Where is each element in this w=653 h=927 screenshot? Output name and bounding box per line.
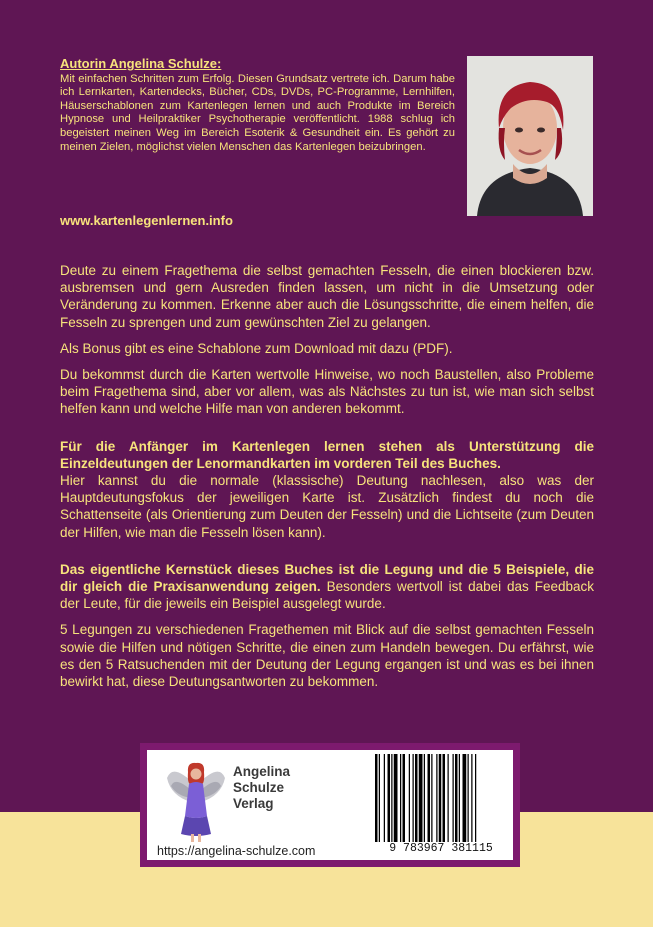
einzeldeutungen-text: Hier kannst du die normale (klassische) Deutung nachlesen, also was der Hauptdeutungsfokus der jeweiligen Karte ist. Zusätzlich findest du noch die Schattenseite (als Orientierung zum Deuten der Fesseln) und die Lichtseite (zum Deuten der Hilfen, wie man die Fesseln lösen kann).	[60, 473, 594, 540]
author-bio-block	[60, 57, 455, 154]
barcode-bar	[419, 754, 423, 842]
publisher-box	[140, 743, 520, 867]
portrait-image	[467, 56, 593, 216]
barcode-bar	[424, 754, 425, 842]
barcode-bar	[463, 754, 467, 842]
publisher-url[interactable]: https://angelina-schulze.com	[157, 844, 316, 858]
barcode-bar	[448, 754, 449, 842]
barcode-bar	[471, 754, 472, 842]
barcode-bar	[375, 754, 378, 854]
barcode-bar	[475, 754, 476, 854]
barcode-bar	[409, 754, 410, 842]
author-website[interactable]: www.kartenlegenlernen.info	[60, 213, 233, 228]
barcode-bar	[428, 754, 431, 854]
author-bio: Mit einfachen Schritten zum Erfolg. Diesen Grundsatz vertrete ich. Darum habe ich Lernkarten, Kartendecks, Bücher, CDs, DVDs, PC-Programme, Lernhilfen, Häuserschablonen zum Kartenlegen lernen und auch Produkte im Bereich Hypnose und Heilpraktiker Psychotherapie veröffentlicht. 1988 schlug ich begeistert meinen Weg im Bereich Esoterik & Gesundheit ein. Es gehört zu meinen Zielen, möglichst vielen Menschen das Kartenlegen beizubringen.	[60, 72, 455, 153]
barcode-bar	[403, 754, 406, 842]
barcode-bar	[415, 754, 418, 842]
paragraph-bonus: Als Bonus gibt es eine Schablone zum Download mit dazu (PDF).	[60, 340, 453, 356]
barcode-bar	[384, 754, 385, 842]
barcode-bar	[413, 754, 414, 842]
barcode-bar	[453, 754, 454, 842]
barcode-bar	[436, 754, 437, 842]
angel-logo-icon	[165, 756, 227, 844]
barcode-bar	[391, 754, 392, 842]
publisher-name-line2: Schulze	[233, 780, 285, 795]
paragraph-legungen: 5 Legungen zu verschiedenen Fragethemen mit Blick auf die selbst gemachten Fesseln sowie die Hilfen und nötigen Schritte, die einen zum Handeln bewegen. Du erfährst, wie es den 5 Ratsuchenden mit der Deutung der Legung ergangen ist und was es bei ihnen bewirkt hat, diese Deutungsantworten zu bekommen.	[60, 622, 594, 690]
barcode-bar	[443, 754, 446, 842]
barcode-bar	[394, 754, 398, 842]
isbn-digits: 9 783967 381115	[371, 842, 511, 855]
publisher-name-line3: Verlag	[233, 796, 274, 811]
publisher-name-line1: Angelina	[233, 764, 291, 779]
paragraph-kernstueck	[60, 561, 594, 613]
barcode-bar	[455, 754, 458, 842]
author-portrait	[467, 56, 593, 216]
barcode-bar	[439, 754, 442, 842]
einzeldeutungen-bold: Für die Anfänger im Kartenlegen lernen stehen als Unterstützung die Einzeldeutungen der Lenormandkarten im vorderen Teil des Buches.	[60, 438, 594, 471]
paragraph-einzeldeutungen	[60, 438, 594, 541]
author-heading: Autorin Angelina Schulze:	[60, 56, 222, 71]
kernstueck-bold: Das eigentliche Kernstück dieses Buches ist die Legung und die 5 Beispiele, die dir gleich die Praxisanwendung zeigen.	[60, 561, 594, 595]
barcode-bar	[400, 754, 401, 842]
publisher-name	[233, 764, 290, 812]
paragraph-hinweise: Du bekommst durch die Karten wertvolle Hinweise, wo noch Baustellen, also Probleme beim Fragethema sind, aber vor allem, was als Nächstes zu tun ist, wie man sich selbst helfen kann und welche Hilfe man von anderen bekommt.	[60, 367, 594, 417]
barcode-bar	[468, 754, 469, 842]
barcode-bar	[388, 754, 391, 842]
description-text	[60, 262, 594, 699]
barcode-bar	[379, 754, 380, 854]
kernstueck-text: Besonders wertvoll ist dabei das Feedback der Leute, für die jeweils ein Beispiel ausgelegt wurde.	[60, 579, 594, 612]
barcode-bar	[431, 754, 432, 842]
paragraph-fesseln: Deute zu einem Fragethema die selbst gemachten Fesseln, die einen blockieren bzw. ausbremsen und gern Ausreden finden lassen, um nicht in die Umsetzung oder Veränderung zu kommen. Erkenne aber auch die Lösungsschritte, die einem helfen, die Fesseln zu sprengen und zum gewünschten Ziel zu gelangen.	[60, 263, 594, 330]
barcode-bar	[459, 754, 460, 842]
